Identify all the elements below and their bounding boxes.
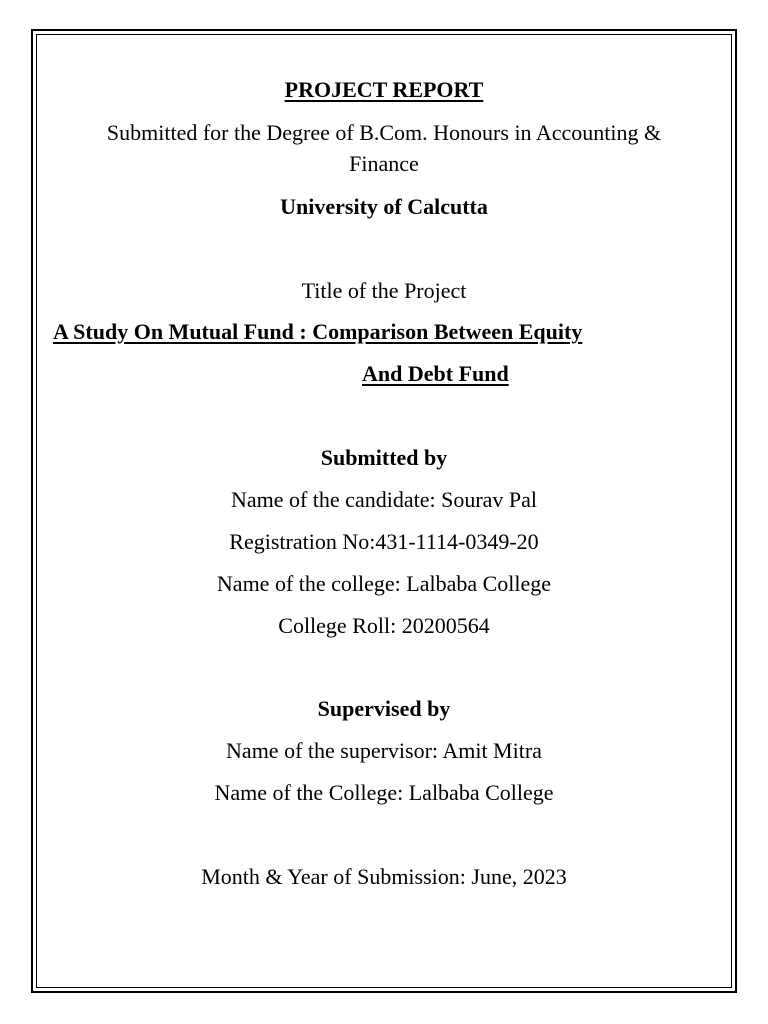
supervisor-name: Name of the supervisor: Amit Mitra bbox=[226, 738, 542, 763]
submitted-by-heading: Submitted by bbox=[320, 445, 448, 470]
project-title-line-1: A Study On Mutual Fund : Comparison Between Equity bbox=[53, 319, 583, 344]
degree-line-1: Submitted for the Degree of B.Com. Honours in Accounting & bbox=[106, 120, 662, 145]
candidate-name: Name of the candidate: Sourav Pal bbox=[230, 487, 538, 512]
report-heading: PROJECT REPORT bbox=[284, 77, 484, 102]
college-name: Name of the college: Lalbaba College bbox=[216, 571, 552, 596]
supervised-by-heading: Supervised by bbox=[317, 696, 451, 721]
college-roll: College Roll: 20200564 bbox=[278, 613, 490, 638]
registration-number: Registration No:431-1114-0349-20 bbox=[229, 529, 539, 554]
submission-date: Month & Year of Submission: June, 2023 bbox=[201, 864, 567, 889]
degree-line-2: Finance bbox=[349, 151, 419, 176]
university-name: University of Calcutta bbox=[280, 194, 488, 219]
project-title-label: Title of the Project bbox=[301, 278, 467, 303]
project-title-line-2: And Debt Fund bbox=[362, 361, 509, 386]
supervisor-college: Name of the College: Lalbaba College bbox=[214, 780, 554, 805]
